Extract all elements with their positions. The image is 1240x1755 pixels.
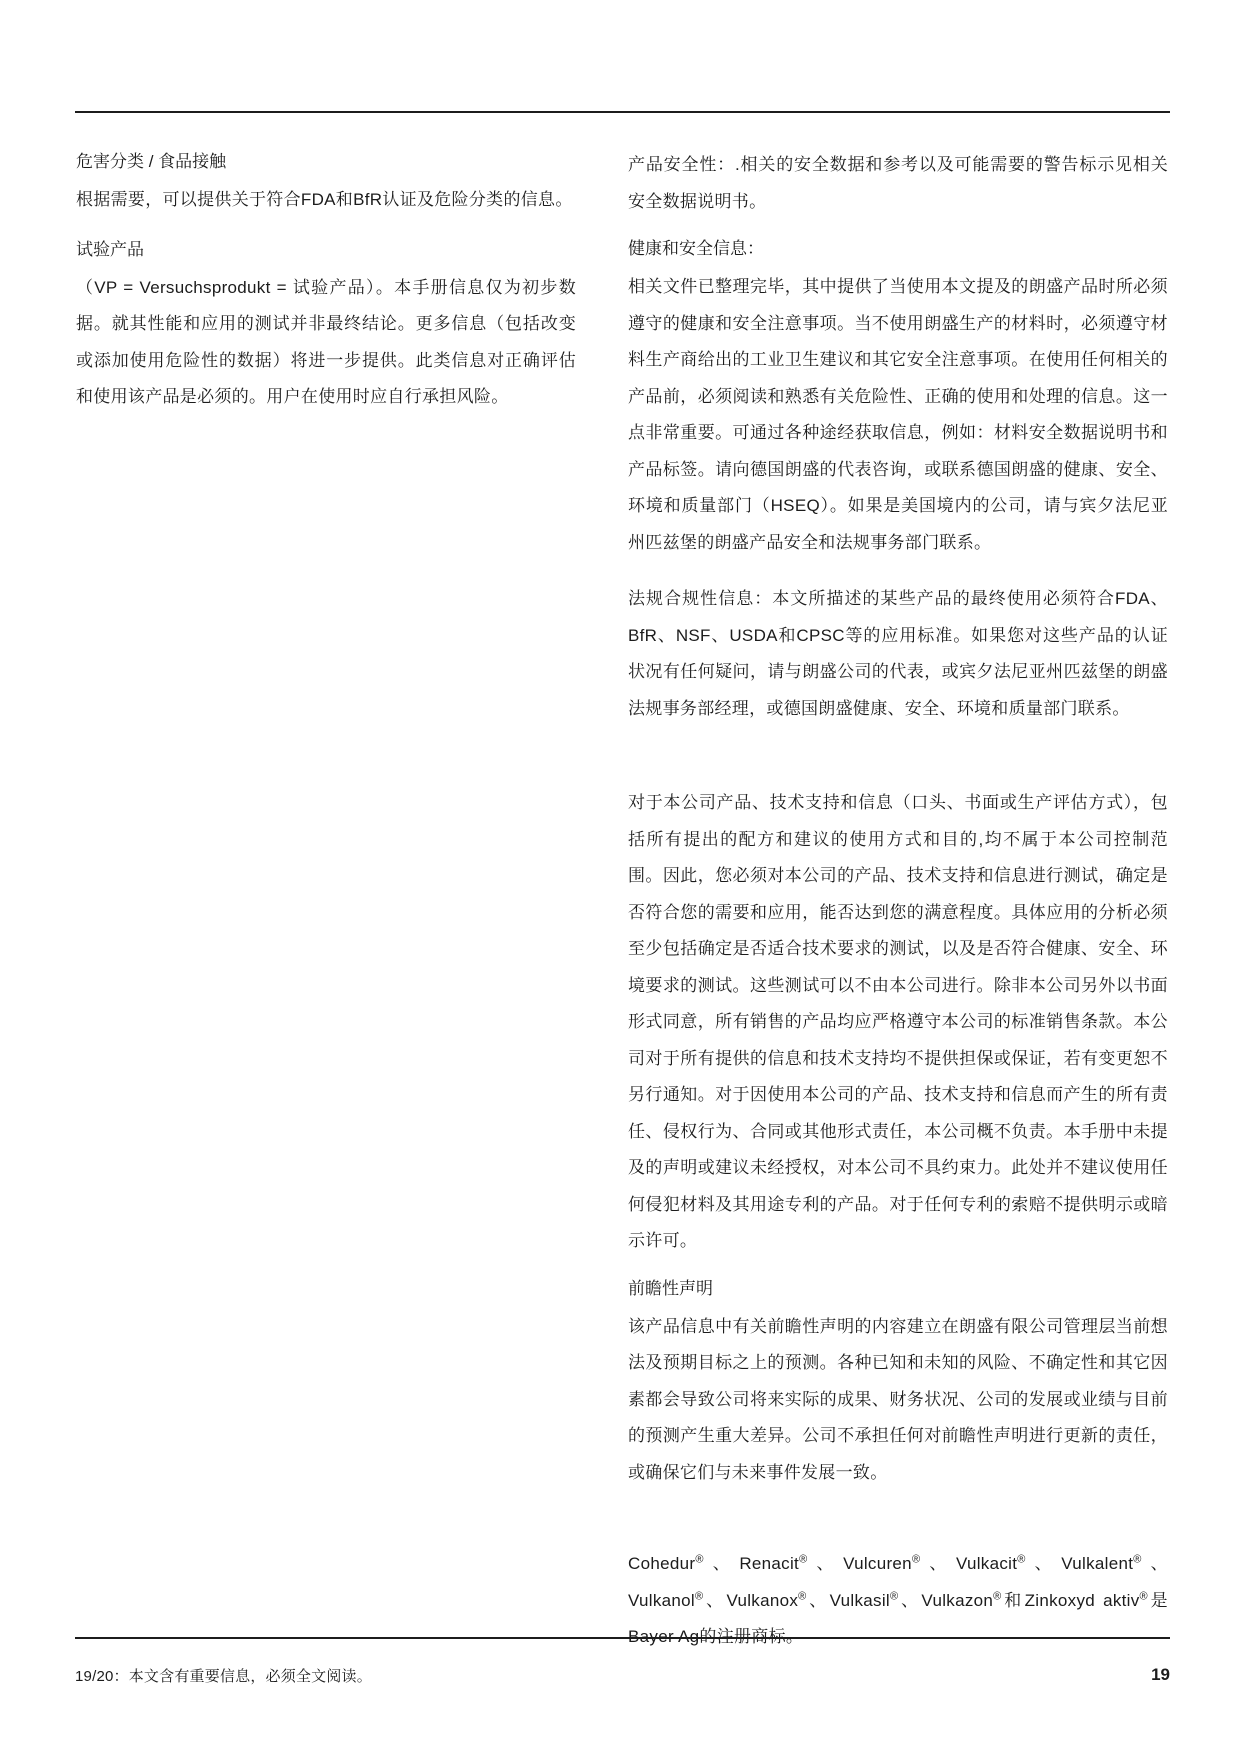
- hazard-classification-section: [76, 147, 576, 219]
- health-safety-section: [628, 234, 1168, 561]
- page-number: 19: [1151, 1665, 1170, 1684]
- top-rule: [75, 111, 1170, 113]
- trademark-paragraph: Cohedur®、Renacit®、Vulcuren®、Vulkacit®、Vulkalent®、Vulkanol®、Vulkanox®、Vulkasil®、Vulkazon®和Zinkoxyd aktiv®是Bayer Ag的注册商标。: [628, 1553, 1168, 1646]
- hazard-classification-body: 根据需要，可以提供关于符合FDA和BfR认证及危险分类的信息。: [76, 190, 573, 209]
- regulatory-compliance-paragraph: 法规合规性信息：本文所描述的某些产品的最终使用必须符合FDA、BfR、NSF、USDA和CPSC等的应用标准。如果您对这些产品的认证状况有任何疑问，请与朗盛公司的代表，或宾夕法尼亚州匹兹堡的朗盛法规事务部经理，或德国朗盛健康、安全、环境和质量部门联系。: [628, 589, 1168, 718]
- footer-note: 19/20：本文含有重要信息，必须全文阅读。: [75, 1668, 372, 1685]
- product-safety-paragraph: 产品安全性：.相关的安全数据和参考以及可能需要的警告标示见相关安全数据说明书。: [628, 155, 1168, 211]
- right-column: [628, 147, 1168, 1656]
- left-column: [76, 147, 576, 416]
- forward-looking-body: 该产品信息中有关前瞻性声明的内容建立在朗盛有限公司管理层当前想法及预期目标之上的预测。各种已知和未知的风险、不确定性和其它因素都会导致公司将来实际的成果、财务状况、公司的发展或业绩与目前的预测产生重大差异。公司不承担任何对前瞻性声明进行更新的责任，或确保它们与未来事件发展一致。: [628, 1316, 1168, 1482]
- page-footer: [75, 1637, 1170, 1686]
- hazard-classification-heading: 危害分类 / 食品接触: [76, 152, 227, 171]
- forward-looking-section: [628, 1274, 1168, 1492]
- forward-looking-heading: 前瞻性声明: [628, 1278, 713, 1298]
- two-column-layout: [76, 147, 1168, 1656]
- health-safety-body: 相关文件已整理完毕，其中提供了当使用本文提及的朗盛产品时所必须遵守的健康和安全注意事项。当不使用朗盛生产的材料时，必须遵守材料生产商给出的工业卫生建议和其它安全注意事项。在使用任何相关的产品前，必须阅读和熟悉有关危险性、正确的使用和处理的信息。这一点非常重要。可通过各种途经获取信息，例如：材料安全数据说明书和产品标签。请向德国朗盛的代表咨询，或联系德国朗盛的健康、安全、环境和质量部门（HSEQ）。如果是美国境内的公司，请与宾夕法尼亚州匹兹堡的朗盛产品安全和法规事务部门联系。: [628, 277, 1168, 552]
- trial-product-body: （VP = Versuchsprodukt = 试验产品）。本手册信息仅为初步数据。就其性能和应用的测试并非最终结论。更多信息（包括改变或添加使用危险性的数据）将进一步提供。此类信息对正确评估和使用该产品是必须的。用户在使用时应自行承担风险。: [76, 277, 576, 406]
- disclaimer-paragraph: 对于本公司产品、技术支持和信息（口头、书面或生产评估方式），包括所有提出的配方和建议的使用方式和目的,均不属于本公司控制范围。因此，您必须对本公司的产品、技术支持和信息进行测试，确定是否符合您的需要和应用，能否达到您的满意程度。具体应用的分析必须至少包括确定是否适合技术要求的测试，以及是否符合健康、安全、环境要求的测试。这些测试可以不由本公司进行。除非本公司另外以书面形式同意，所有销售的产品均应严格遵守本公司的标准销售条款。本公司对于所有提供的信息和技术支持均不提供担保或保证，若有变更恕不另行通知。对于因使用本公司的产品、技术支持和信息而产生的所有责任、侵权行为、合同或其他形式责任，本公司概不负责。本手册中未提及的声明或建议未经授权，对本公司不具约束力。此处并不建议使用任何侵犯材料及其用途专利的产品。对于任何专利的索赔不提供明示或暗示许可。: [628, 793, 1168, 1250]
- trial-product-heading: 试验产品: [76, 239, 144, 259]
- trial-product-section: [76, 235, 576, 416]
- health-safety-heading: 健康和安全信息：: [628, 239, 764, 258]
